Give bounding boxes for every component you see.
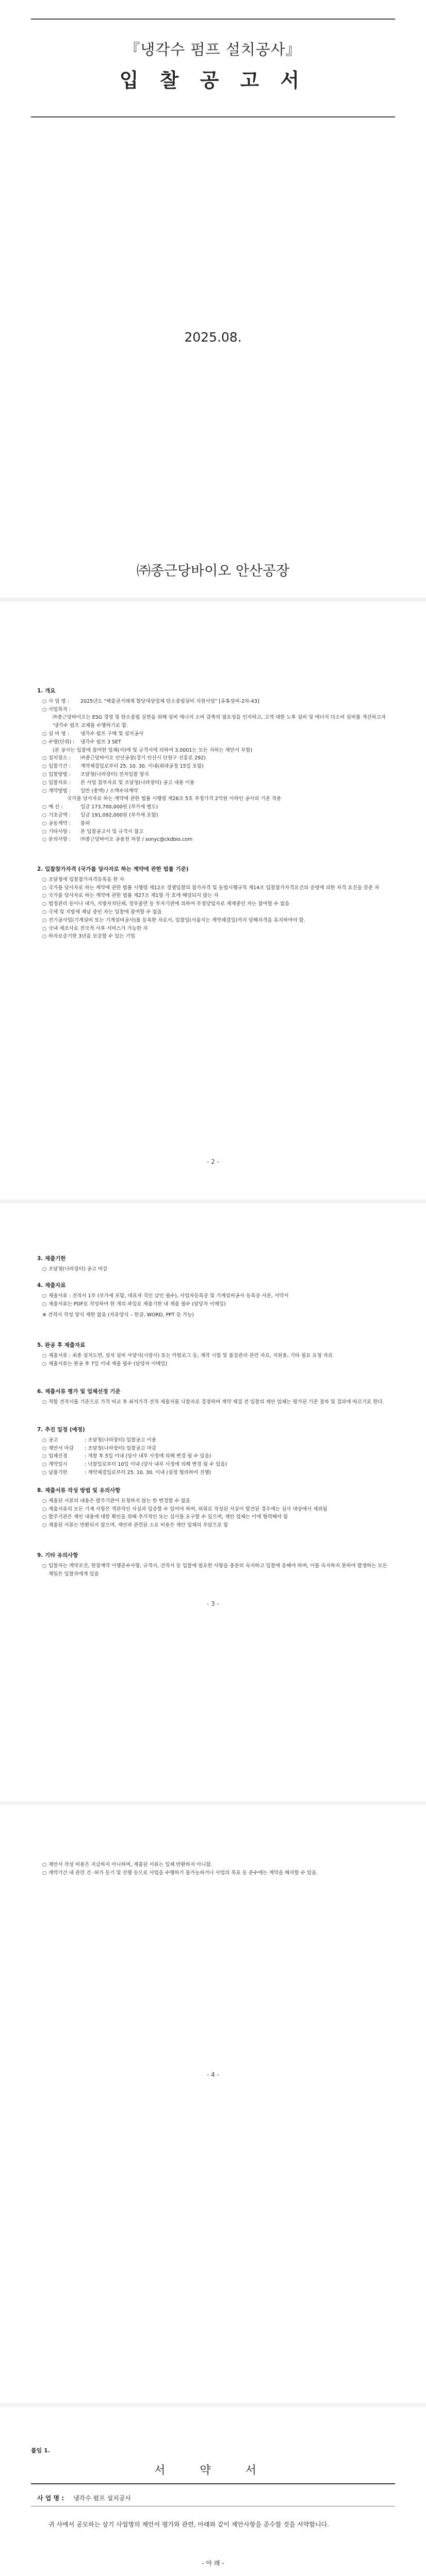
qualification-section (37, 866, 393, 941)
list-item: ○ 계약일시 : 낙찰일로부터 10일 이내 (당사 내부 사정에 의해 변경 될 수 있음) (42, 1462, 227, 1468)
list-item: ○ 예 산 : 일금 173,700,000원 (부가세 별도) (42, 804, 158, 810)
list-item: ○ 제출서류 : 최종 설치도면, 설치 설비 사양서(시방서) 또는 카탈로그 등, 제작 시험 및 품질관리 관련 자료, 지원용, 기타 필요 요청 자료 (42, 1352, 333, 1359)
attachment-label: 붙임 1. (31, 2447, 50, 2454)
list-item: ○ 적합 견적서를 기준으로 가격 비교 후 최저가격 견적 제출자를 낙찰자로 결정하며 계약 체결 전 입찰의 제안 업체는 평가된 기준 절차 및 결과에 따르기로 한다. (42, 1399, 384, 1405)
project-line (37, 2494, 131, 2502)
list-item: ○ 제출서류의 모든 기재 사항은 객관적인 사실과 입증할 수 있어야 하며, 허위로 작성된 서실이 발견된 경우에는 심사 대상에서 제외됨 (42, 1506, 327, 1512)
cover-date: 2025.08. (184, 330, 242, 345)
list-item: ○ 설치장소 : ㈜종근당바이오 안산공장(경기 안산시 단원구 선흥로 292) (42, 755, 206, 761)
list-item: ㈜종근당바이오는 ESG 경영 및 탄소중립 실현을 위해 설비 에너지 소비 감축의 필요성을 인지하고, 고객 대한 노후 설비 및 에너지 다소비 설비를 개선하고자 '냉각수 펌프 교체를 수행하기로 함. (53, 715, 386, 729)
pledge-title: 서 약 서 (154, 2464, 272, 2477)
list-item: ○ 설 비 명 : 냉각수 펌프 구매 및 설치공사 (42, 731, 144, 737)
list-item: ○ 제안서 마감 : 조달청(나라장터) 입찰공고 마감 (42, 1445, 156, 1451)
list-item: ○ 제출서류 : 견적서 1부 (부가세 포함, 대표자 직인 날인 필수), 사업자등록증 및 기계설비공사 등록증 사본, 서약서 (42, 1293, 289, 1299)
list-item: ○ 공고 : 조달청(나라장터) 입찰공고 이용 (42, 1437, 156, 1443)
list-item: ○ 문의사항 : ㈜종근당바이오 공용천 차장 / sonyc@ckdbio.com (42, 837, 193, 843)
list-item: ○ 사업목적 : (42, 706, 71, 713)
list-item: ○ 입찰자료 : 본 사업 참부자료 및 조달청(나라장터) 공고 내용 이용 (42, 779, 195, 786)
list-item: ○ 계약방법 : 일반 (총액) / 소액수의계약 (42, 788, 138, 794)
list-item: ○ 조달청에 입찰참가자격등록을 한 자 (42, 876, 124, 883)
list-item: ○ 제출된 서류의 내용은 발주기관이 요청하지 않는 한 변경할 수 없음 (42, 1498, 190, 1504)
notice-heading: 8. 제출서류 작성 방법 및 유의사항 (37, 1487, 121, 1494)
overview-heading: 1. 개요 (37, 688, 56, 694)
list-item: ○ 제출된 서류는 반환되지 않으며, 제안과 관련된 소요 비용은 제안 업체의 부담으로 함 (42, 1522, 228, 1529)
list-item: 국가를 당사자로 하는 계약에 관한 법률 시행령 제26조 5호 추정가격 2억원 이하인 공사의 기준 적용 (67, 796, 282, 802)
overview-section (37, 687, 393, 844)
page-number: - 4 - (207, 2071, 219, 2078)
documents-heading: 4. 제출자료 (37, 1282, 66, 1289)
cover-title-box (31, 19, 395, 117)
list-item: ○ 공동계약 : 불허 (42, 820, 90, 826)
list-item: ○ 입찰기간 : 계약체결일로부터 25. 10. 30. 이내(최대공정 15일 포함) (42, 764, 204, 770)
completion-heading: 5. 완공 후 제출자료 (37, 1342, 86, 1348)
deadline-heading: 3. 제출기한 (37, 1256, 66, 1262)
review-section (37, 1388, 393, 1406)
cover-company: ㈜종근당바이오 안산공장 (136, 563, 290, 579)
list-item: ○ 조달청(나라장터) 공고 마감 (42, 1266, 108, 1272)
project-name: 냉각수 펌프 설치공사 (73, 2495, 131, 2502)
qualification-heading: 2. 입찰참가자격 (국가를 당사자로 하는 계약에 관한 법률 기준) (37, 866, 189, 872)
divider (31, 2483, 395, 2484)
cover-subtitle: 입 찰 공 고 서 (119, 69, 307, 92)
list-item: ○ 국세 및 지방세 체납 중인 자는 입찰에 참여할 수 없음 (42, 909, 162, 915)
below-heading: - 아 래 - (202, 2560, 224, 2567)
list-item: ○ 국가를 당사자로 하는 계약에 관한 법률 시행령 제12조 경쟁입찰의 참가자격 및 동법시행규칙 제14조 입찰참가자격요건의 증명에 의한 자격 요건을 갖춘 자 (42, 885, 380, 891)
pledge-intro: 귀 사에서 공모하는 상기 사업명의 제안서 평가와 관련, 아래와 같이 제안사항을 준수할 것을 서약합니다. (48, 2521, 330, 2528)
list-item: (본 공사는 입찰에 참여한 업체(사)에 및 규격서에 의하여 3.0001는 모든 지하는 제안서 부합) (53, 747, 253, 753)
list-item: ○ 하자보증기한 3년을 보증할 수 있는 기업 (42, 934, 135, 940)
etc-section (37, 1552, 393, 1578)
completion-section (37, 1342, 393, 1368)
cover-title: 『냉각수 펌프 설치공사』 (125, 41, 301, 58)
review-heading: 6. 제출서류 평가 및 업체선정 기준 (37, 1388, 121, 1395)
list-item: ○ 기타사항 : 본 입찰공고서 및 규격서 참고 (42, 828, 144, 835)
list-item: ○ 제출서류는 완공 후 7일 이내 제출 필수 (담당자 이메일) (42, 1361, 168, 1367)
list-item: ○ 사 업 명 : 2025년도 "배출권거래제 할당대상업체 탄소중립설비 지원사업" [유휴설비-2차-43] (42, 698, 259, 704)
list-item: ○ 기초금액 : 일금 191,092,000원 (부가세 포함) (42, 812, 158, 818)
schedule-section (37, 1426, 393, 1477)
page-3 (0, 1204, 426, 1801)
page-4 (0, 1805, 426, 2403)
p4-section (37, 1861, 393, 1877)
list-item: ○ 발주기관은 제안 내용에 대한 확인을 위해 추가적인 또는 실사를 요구할 수 있으며, 제안 업체는 이에 협력해야 함 (42, 1514, 288, 1520)
list-item: ○ 국가를 당사자로 하는 계약에 관한 법률 제27조 제1항 각 호에 해당되지 않는 자 (42, 893, 219, 899)
list-item: ○ 업체선정 : 개찰 후 5일 이내 (당사 내부 사정에 의해 변경 될 수 있음) (42, 1453, 211, 1460)
page-number: - 3 - (207, 1600, 219, 1607)
page-2 (0, 602, 426, 1199)
list-item: ○ 수량(단위) : 냉각수 펌프 3 SET (42, 739, 121, 745)
list-item: ○ 전기공사업(기계설비 또는 기계설비공사)를 등록한 자로서, 입찰일(서울지는 계약체결일)까지 당해자격을 유지하여야 함. (42, 917, 305, 923)
page-5 (0, 2407, 426, 2576)
notice-section (37, 1487, 393, 1530)
etc-heading: 9. 기타 유의사항 (37, 1552, 78, 1558)
schedule-heading: 7. 추진 일정 (예정) (37, 1427, 85, 1433)
list-item: ○ 입찰자는 계약조건, 현장계약 이행준수사항, 규격서, 견적서 등 입찰에 필요한 사항을 충분히 숙지하고 입찰에 응해야 하며, 이를 숙지하지 못하여 발생하는 모든 책임은 입찰자에게 있음 (42, 1563, 387, 1577)
list-item: ○ 계약기간 내 관련 건 ·허가 등기 및 진행 등으로 사업을 수행하기 불가능하거나 사업의 목표 등 준수에는 계약을 해지할 수 있음. (42, 1870, 318, 1876)
list-item: ○ 법정관리 등이나 내가, 지방자치단체, 정부출연 등 투자기관에 의하여 부정당업자로 제재중인 자는 참여할 수 없음 (42, 901, 290, 907)
deadline-section (37, 1255, 393, 1274)
documents-section (37, 1282, 393, 1319)
cover-page (0, 0, 426, 598)
list-item: ○ 입찰방법 : 조달청(나라장터) 전자입찰 방식 (42, 771, 149, 777)
list-item: ○ 제안서 작성 비용은 지급하지 아니하며, 제출된 서류는 일체 반환하지 아니함. (42, 1862, 212, 1868)
project-label: 사 업 명 : (37, 2495, 64, 2502)
list-item: ○ 납품기한 : 계약체결일로부터 25. 10. 30. 이내 (설정 협의하여 진행) (42, 1469, 211, 1476)
page-number: - 2 - (207, 1158, 219, 1165)
list-item: ○ 국내 제조사로 전국적 사후 서비스가 가능한 자 (42, 925, 148, 931)
list-item: ○ 제출서류는 PDF로 작성하여 한 개의 파일로 제출기한 내 제출 필수 (담당자 이메일) (42, 1301, 226, 1307)
note-text: ※ 견적서 작성 양식 제한 없음 (자유양식 – 한글, WORD, PPT 등 가능) (42, 1312, 194, 1318)
